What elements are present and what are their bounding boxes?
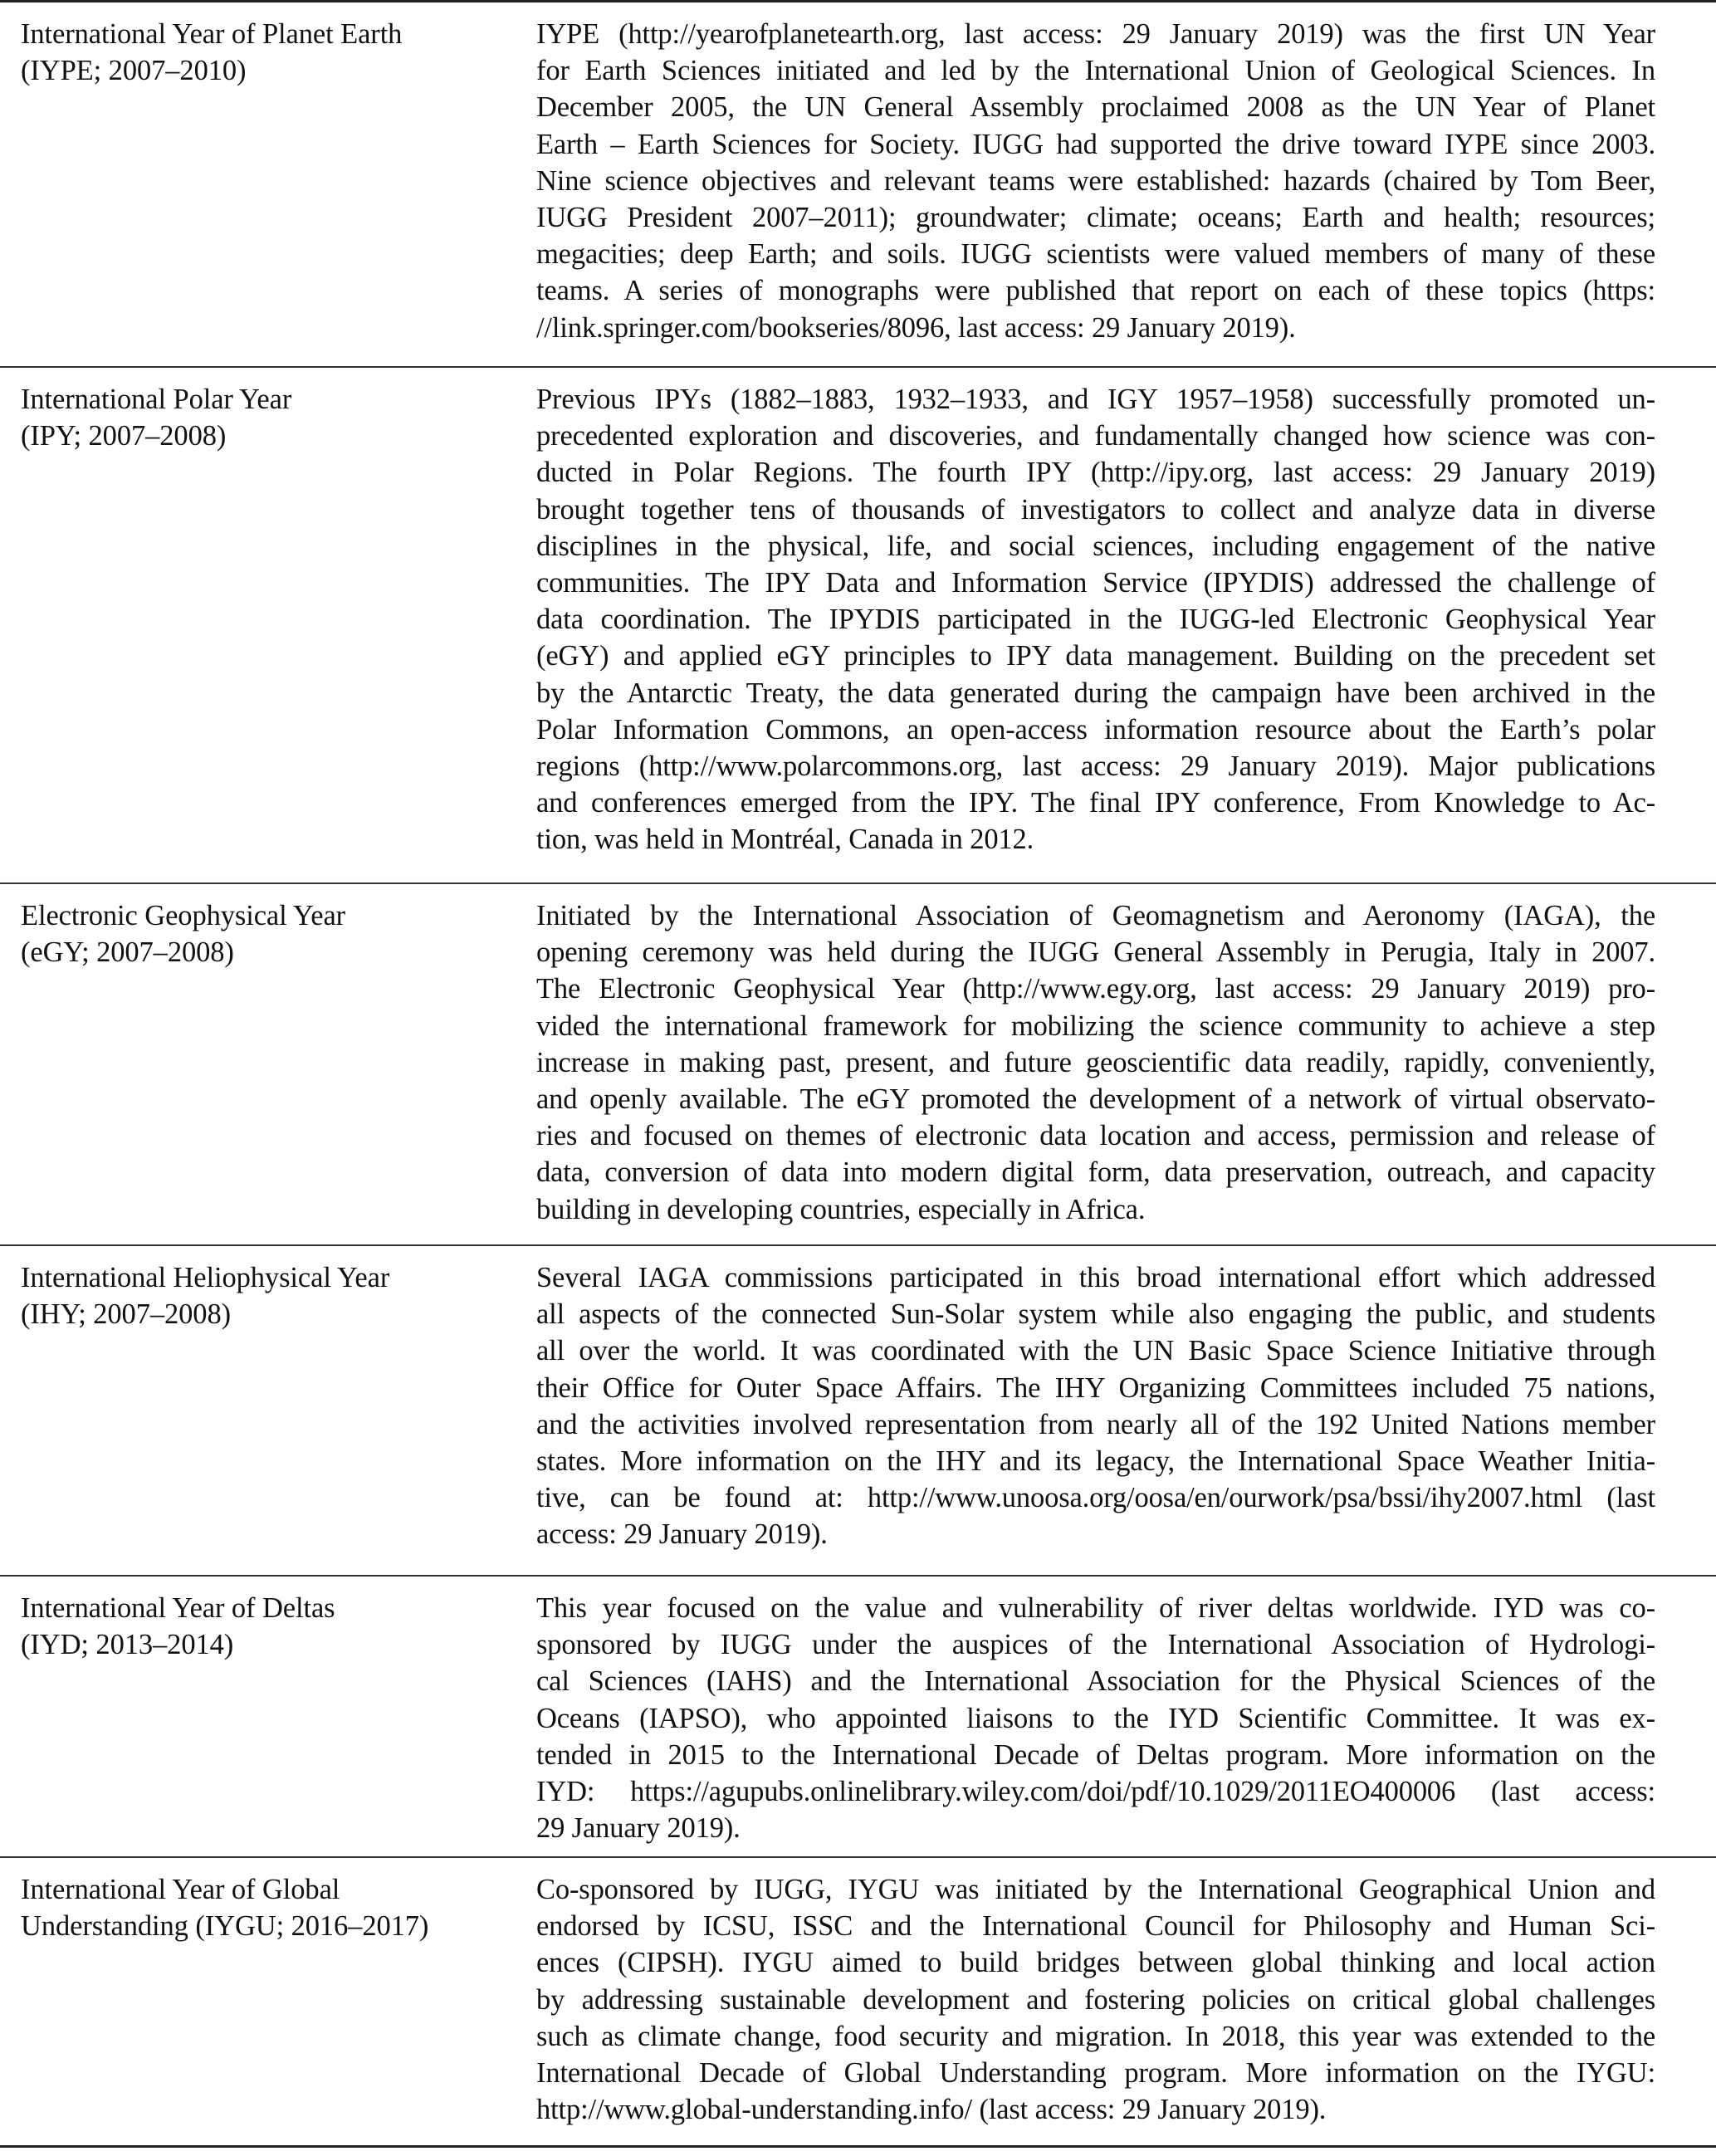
program-name-line: International Polar Year bbox=[21, 384, 292, 415]
program-name-line: (eGY; 2007–2008) bbox=[21, 936, 234, 968]
program-description-line: The Electronic Geophysical Year (http://www.egy.org, last access: 29 January 2019) pro- bbox=[536, 973, 1655, 1005]
program-description-line: communities. The IPY Data and Information Service (IPYDIS) addressed the challenge of bbox=[536, 567, 1655, 599]
program-name-cell bbox=[0, 884, 536, 1244]
program-description-line: ducted in Polar Regions. The fourth IPY (http://ipy.org, last access: 29 January 2019) bbox=[536, 457, 1655, 489]
program-description-line: and conferences emerged from the IPY. The final IPY conference, From Knowledge to Ac- bbox=[536, 787, 1655, 819]
table-row bbox=[0, 884, 1716, 1246]
program-name-line: Understanding (IYGU; 2016–2017) bbox=[21, 1910, 429, 1942]
program-name-line: (IHY; 2007–2008) bbox=[21, 1298, 231, 1330]
program-description-cell bbox=[536, 368, 1655, 882]
program-description-line: Several IAGA commissions participated in this broad international effort which addressed bbox=[536, 1262, 1655, 1293]
program-description-line: endorsed by ICSU, ISSC and the International Council for Philosophy and Human Sci- bbox=[536, 1910, 1655, 1943]
program-description-line: for Earth Sciences initiated and led by the International Union of Geological Sciences. In bbox=[536, 55, 1655, 87]
program-description-cell bbox=[536, 2, 1655, 366]
program-description-line: 29 January 2019). bbox=[536, 1812, 741, 1845]
program-description-line: tive, can be found at: http://www.unoosa.org/oosa/en/ourwork/psa/bssi/ihy2007.html (last bbox=[536, 1482, 1655, 1514]
program-description-line: December 2005, the UN General Assembly proclaimed 2008 as the UN Year of Planet bbox=[536, 91, 1655, 124]
program-name-cell bbox=[0, 368, 536, 882]
table-row bbox=[0, 2, 1716, 368]
program-description-line: This year focused on the value and vulnerability of river deltas worldwide. IYD was co- bbox=[536, 1592, 1655, 1624]
program-name-line: International Year of Planet Earth bbox=[21, 18, 403, 50]
program-name-line: International Heliophysical Year bbox=[21, 1262, 390, 1293]
program-description-line: sponsored by IUGG under the auspices of the International Association of Hydrologi- bbox=[536, 1629, 1655, 1661]
program-description-line: disciplines in the physical, life, and social sciences, including engagement of the native bbox=[536, 530, 1655, 562]
program-description-line: Earth – Earth Sciences for Society. IUGG had supported the drive toward IYPE since 2003. bbox=[536, 128, 1655, 160]
program-description-line: and openly available. The eGY promoted the development of a network of virtual observato- bbox=[536, 1083, 1655, 1116]
program-description-line: precedented exploration and discoveries, and fundamentally changed how science was con- bbox=[536, 420, 1655, 452]
program-name-cell bbox=[0, 1246, 536, 1575]
program-name-line: (IPY; 2007–2008) bbox=[21, 420, 227, 452]
program-description-cell bbox=[536, 1246, 1655, 1575]
program-name-line: International Year of Global bbox=[21, 1874, 340, 1905]
program-description-line: states. More information on the IHY and its legacy, the International Space Weather Initia- bbox=[536, 1445, 1655, 1478]
table-row bbox=[0, 1577, 1716, 1858]
program-description-line: by addressing sustainable development and fostering policies on critical global challenges bbox=[536, 1983, 1655, 2016]
program-description-line: Oceans (IAPSO), who appointed liaisons to the IYD Scientific Committee. It was ex- bbox=[536, 1702, 1655, 1734]
program-description-line: cal Sciences (IAHS) and the International Association for the Physical Sciences of the bbox=[536, 1665, 1655, 1698]
table-row bbox=[0, 1246, 1716, 1577]
program-name-cell bbox=[0, 2, 536, 366]
program-description-line: access: 29 January 2019). bbox=[536, 1518, 828, 1551]
program-name-line: International Year of Deltas bbox=[21, 1592, 335, 1624]
program-name-cell bbox=[0, 1858, 536, 2145]
program-description-line: tion, was held in Montréal, Canada in 2012. bbox=[536, 824, 1034, 856]
program-name-line: Electronic Geophysical Year bbox=[21, 900, 346, 931]
program-description-line: Co-sponsored by IUGG, IYGU was initiated by the International Geographical Union and bbox=[536, 1874, 1655, 1905]
program-description-line: (eGY) and applied eGY principles to IPY data management. Building on the precedent set bbox=[536, 640, 1655, 672]
table-row bbox=[0, 1858, 1716, 2145]
program-description-line: Polar Information Commons, an open-access information resource about the Earth’s polar bbox=[536, 713, 1655, 746]
program-description-line: Previous IPYs (1882–1883, 1932–1933, and IGY 1957–1958) successfully promoted un- bbox=[536, 384, 1655, 415]
program-description-line: and the activities involved representation from nearly all of the 192 United Nations member bbox=[536, 1408, 1655, 1440]
program-description-line: //link.springer.com/bookseries/8096, last access: 29 January 2019). bbox=[536, 311, 1296, 344]
program-description-line: megacities; deep Earth; and soils. IUGG scientists were valued members of many of these bbox=[536, 238, 1655, 271]
program-description-line: IYPE (http://yearofplanetearth.org, last access: 29 January 2019) was the first UN Year bbox=[536, 18, 1655, 50]
program-name-line: (IYPE; 2007–2010) bbox=[21, 55, 247, 86]
program-description-cell bbox=[536, 1858, 1655, 2145]
program-name-line: (IYD; 2013–2014) bbox=[21, 1629, 234, 1660]
program-description-line: brought together tens of thousands of investigators to collect and analyze data in diverse bbox=[536, 493, 1655, 526]
program-description-cell bbox=[536, 1577, 1655, 1856]
program-description-line: ences (CIPSH). IYGU aimed to build bridges between global thinking and local action bbox=[536, 1947, 1655, 1979]
program-description-line: such as climate change, food security and migration. In 2018, this year was extended to the bbox=[536, 2020, 1655, 2052]
program-description-cell bbox=[536, 884, 1655, 1244]
program-description-line: their Office for Outer Space Affairs. The IHY Organizing Committees included 75 nations, bbox=[536, 1371, 1655, 1404]
program-description-line: ries and focused on themes of electronic data location and access, permission and release of bbox=[536, 1120, 1655, 1152]
program-description-line: IYD: https://agupubs.onlinelibrary.wiley.com/doi/pdf/10.1029/2011EO400006 (last access: bbox=[536, 1776, 1655, 1808]
program-description-line: data coordination. The IPYDIS participated in the IUGG-led Electronic Geophysical Year bbox=[536, 604, 1655, 636]
table-row bbox=[0, 368, 1716, 884]
program-description-line: Nine science objectives and relevant teams were established: hazards (chaired by Tom Beer, bbox=[536, 164, 1655, 197]
program-description-line: Initiated by the International Association of Geomagnetism and Aeronomy (IAGA), the bbox=[536, 900, 1655, 931]
program-description-line: International Decade of Global Understanding program. More information on the IYGU: bbox=[536, 2057, 1655, 2090]
program-description-line: http://www.global-understanding.info/ (last access: 29 January 2019). bbox=[536, 2094, 1327, 2126]
program-description-line: opening ceremony was held during the IUGG General Assembly in Perugia, Italy in 2007. bbox=[536, 936, 1655, 969]
program-description-line: tended in 2015 to the International Decade of Deltas program. More information on the bbox=[536, 1738, 1655, 1771]
program-description-line: all aspects of the connected Sun-Solar system while also engaging the public, and students bbox=[536, 1298, 1655, 1331]
program-description-line: teams. A series of monographs were published that report on each of these topics (https: bbox=[536, 275, 1655, 307]
program-description-line: by the Antarctic Treaty, the data generated during the campaign have been archived in the bbox=[536, 677, 1655, 709]
program-description-line: building in developing countries, especially in Africa. bbox=[536, 1193, 1146, 1225]
program-description-line: data, conversion of data into modern digital form, data preservation, outreach, and capacity bbox=[536, 1156, 1655, 1189]
program-description-line: regions (http://www.polarcommons.org, last access: 29 January 2019). Major publications bbox=[536, 750, 1655, 783]
program-description-line: increase in making past, present, and future geoscientific data readily, rapidly, conveniently, bbox=[536, 1046, 1655, 1078]
program-name-cell bbox=[0, 1577, 536, 1856]
program-description-line: all over the world. It was coordinated with the UN Basic Space Science Initiative through bbox=[536, 1335, 1655, 1367]
program-description-line: vided the international framework for mobilizing the science community to achieve a step bbox=[536, 1010, 1655, 1042]
program-description-line: IUGG President 2007–2011); groundwater; climate; oceans; Earth and health; resources; bbox=[536, 202, 1655, 234]
